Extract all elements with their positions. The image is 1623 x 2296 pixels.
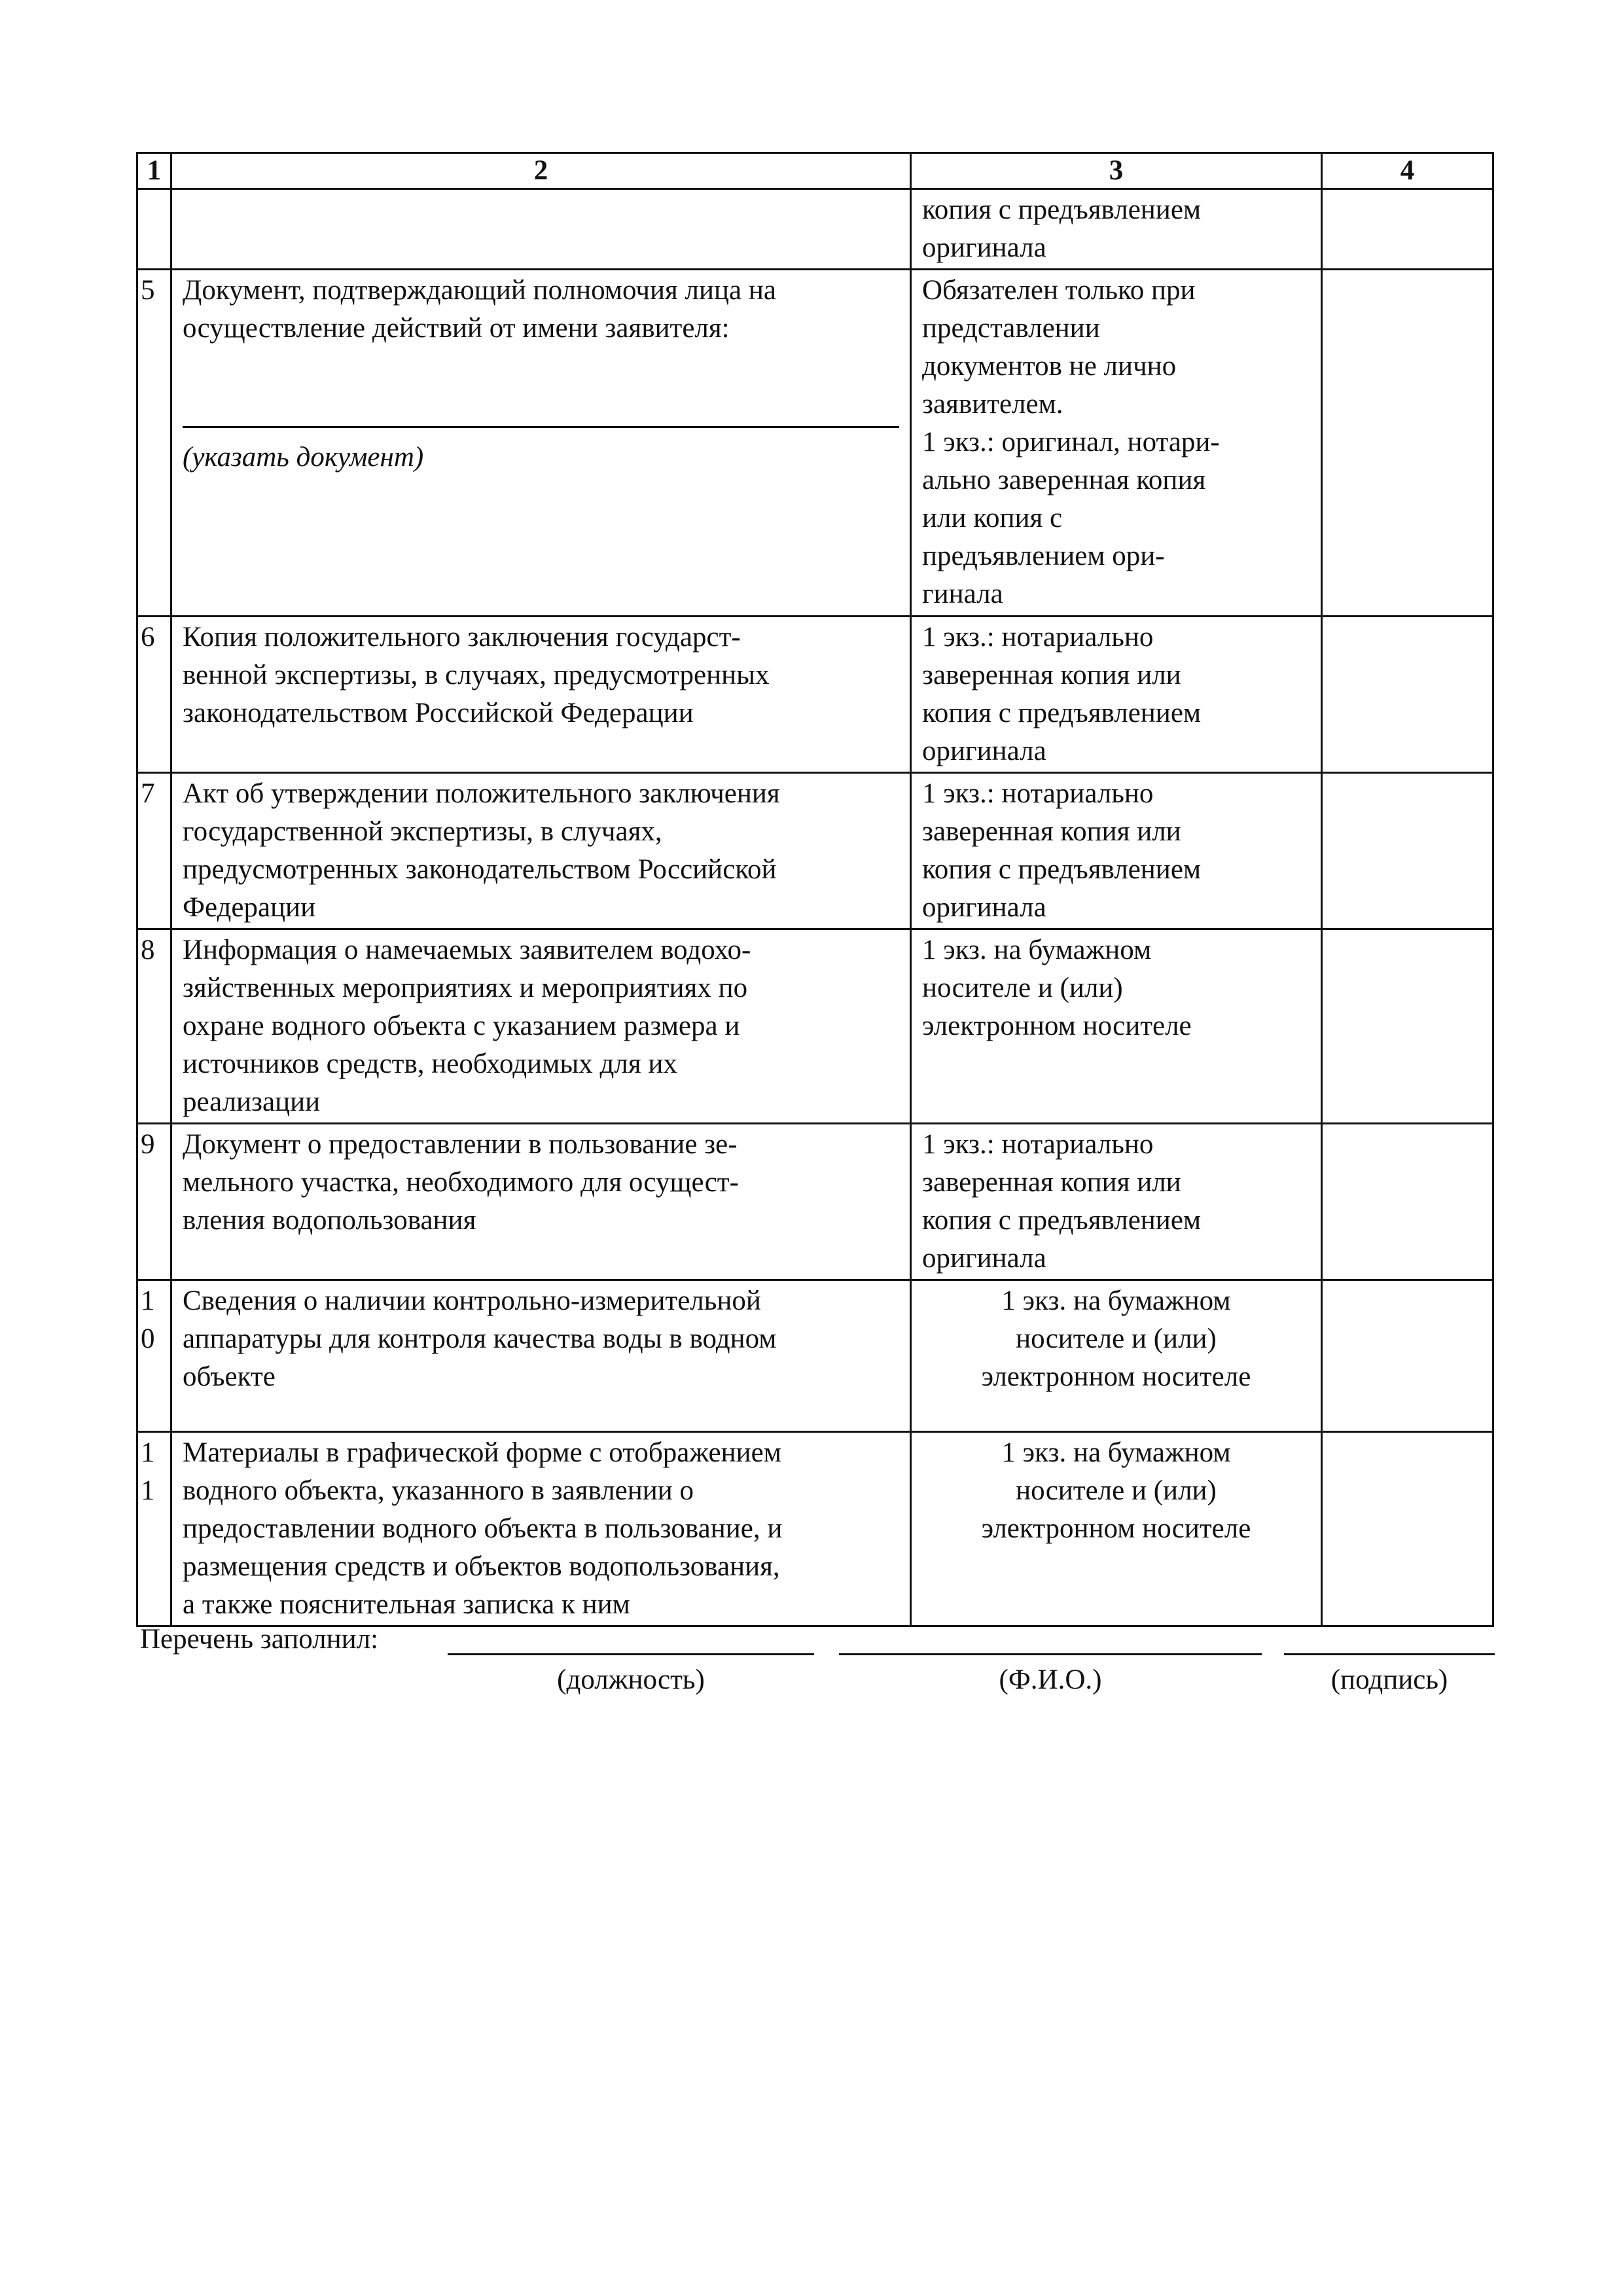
table-row-continuation [137, 189, 1493, 270]
table-row [137, 1124, 1493, 1280]
description-line: Федерации [183, 892, 316, 923]
description-line: зяйственных мероприятиях и мероприятиях по [183, 973, 748, 1003]
row-number: 11 [137, 1432, 171, 1626]
requirement-line: документов не лично [922, 351, 1177, 382]
completed-by-label: Перечень заполнил: [140, 1624, 379, 1655]
description-line: а также пояснительная записка к ним [183, 1589, 630, 1620]
requirement-line: копия с предъявлением [922, 698, 1202, 728]
row-description [171, 929, 911, 1124]
column-header: 3 [911, 153, 1322, 189]
requirement-line: оригинала [922, 1243, 1046, 1274]
requirement-line: ально заверенная копия [922, 465, 1206, 495]
row-requirement [911, 1280, 1322, 1432]
description-line: Акт об утверждении положительного заключения [183, 778, 780, 809]
row-number: 8 [137, 929, 171, 1124]
table-row [137, 1280, 1493, 1432]
row-requirement [911, 1124, 1322, 1280]
description-line: мельного участка, необходимого для осущест- [183, 1167, 739, 1198]
requirement-line: 1 экз. на бумажном [1001, 1285, 1231, 1316]
requirement-line: копия с предъявлением [922, 1205, 1202, 1236]
row-number: 6 [137, 617, 171, 773]
table-row [137, 617, 1493, 773]
name-blank-line [839, 1653, 1262, 1655]
requirement-line: представлении [922, 313, 1100, 344]
row-description [171, 1124, 911, 1280]
requirement-line: заверенная копия или [922, 1167, 1181, 1198]
table-row [137, 929, 1493, 1124]
requirement-line: заверенная копия или [922, 816, 1181, 847]
description-line: предусмотренных законодательством Российской [183, 854, 777, 885]
row-description [171, 773, 911, 929]
signature-blank-line [1284, 1653, 1495, 1655]
description-line: аппаратуры для контроля качества воды в водном [183, 1323, 777, 1354]
row-requirement [911, 270, 1322, 617]
row-number [137, 189, 171, 270]
document-blank-line [183, 426, 899, 428]
row-description [171, 1432, 911, 1626]
row-note [1322, 617, 1493, 773]
description-line: Документ о предоставлении в пользование зе- [183, 1129, 738, 1160]
table-row [137, 1432, 1493, 1626]
column-header: 2 [171, 153, 911, 189]
requirement-line: 1 экз. на бумажном [1001, 1437, 1231, 1468]
row-note [1322, 929, 1493, 1124]
description-line: вления водопользования [183, 1205, 476, 1236]
row-number: 7 [137, 773, 171, 929]
requirement-line: гинала [922, 579, 1003, 609]
row-description [171, 189, 911, 270]
row-note [1322, 773, 1493, 929]
row-number: 5 [137, 270, 171, 617]
column-header: 4 [1322, 153, 1493, 189]
description-line: размещения средств и объектов водопользования, [183, 1551, 780, 1582]
description-line: Информация о намечаемых заявителем водохо- [183, 935, 751, 965]
row-description [171, 1280, 911, 1432]
requirement-line: или копия с [922, 503, 1063, 533]
signature-caption: (подпись) [1330, 1664, 1448, 1695]
requirement-line: копия с предъявлением [922, 194, 1202, 225]
row-requirement [911, 773, 1322, 929]
description-line: водного объекта, указанного в заявлении о [183, 1475, 694, 1506]
description-line: источников средств, необходимых для их [183, 1049, 677, 1079]
requirement-line: электронном носителе [981, 1361, 1251, 1392]
requirement-line: копия с предъявлением [922, 854, 1202, 885]
description-line: осуществление действий от имени заявителя: [183, 313, 730, 344]
description-line: реализации [183, 1086, 321, 1117]
description-line: Материалы в графической форме с отображением [183, 1437, 781, 1468]
requirement-line: 1 экз.: нотариально [922, 622, 1154, 653]
requirement-line: 1 экз.: нотариально [922, 778, 1154, 809]
requirement-line: оригинала [922, 892, 1046, 923]
requirement-line: заявителем. [922, 389, 1063, 420]
table-header-row [137, 153, 1493, 189]
document-hint: (указать документ) [183, 442, 424, 473]
row-requirement [911, 1432, 1322, 1626]
row-number: 9 [137, 1124, 171, 1280]
completed-by-footer [140, 1623, 1495, 1715]
requirement-line: заверенная копия или [922, 660, 1181, 691]
description-line: Сведения о наличии контрольно-измерительной [183, 1285, 761, 1316]
requirement-line: оригинала [922, 736, 1046, 766]
description-line: Документ, подтверждающий полномочия лица на [183, 275, 776, 306]
row-note [1322, 1432, 1493, 1626]
row-description [171, 270, 911, 617]
description-line: предоставлении водного объекта в пользование, и [183, 1513, 783, 1544]
requirement-line: предъявлением ори- [922, 541, 1165, 571]
description-line: венной экспертизы, в случаях, предусмотренных [183, 660, 770, 691]
row-note [1322, 1124, 1493, 1280]
requirement-line: Обязателен только при [922, 275, 1196, 306]
requirement-line: носителе и (или) [1016, 1475, 1217, 1506]
description-line: охране водного объекта с указанием размера и [183, 1011, 740, 1041]
description-line: государственной экспертизы, в случаях, [183, 816, 662, 847]
table-row [137, 270, 1493, 617]
row-description [171, 617, 911, 773]
row-number: 10 [137, 1280, 171, 1432]
requirement-line: 1 экз.: нотариально [922, 1129, 1154, 1160]
requirement-line: носителе и (или) [1016, 1323, 1217, 1354]
row-note [1322, 189, 1493, 270]
name-caption: (Ф.И.О.) [999, 1664, 1102, 1695]
documents-table [136, 152, 1494, 1627]
description-line: Копия положительного заключения государст- [183, 622, 741, 653]
requirement-line: электронном носителе [922, 1011, 1192, 1041]
row-requirement [911, 929, 1322, 1124]
requirement-line: электронном носителе [981, 1513, 1251, 1544]
row-note [1322, 1280, 1493, 1432]
column-header: 1 [137, 153, 171, 189]
table-row [137, 773, 1493, 929]
requirement-line: оригинала [922, 232, 1046, 263]
description-line: объекте [183, 1361, 276, 1392]
position-blank-line [448, 1653, 814, 1655]
description-line: законодательством Российской Федерации [183, 698, 694, 728]
row-requirement [911, 617, 1322, 773]
row-requirement [911, 189, 1322, 270]
requirement-line: носителе и (или) [922, 973, 1123, 1003]
requirement-line: 1 экз.: оригинал, нотари- [922, 427, 1220, 457]
position-caption: (должность) [557, 1664, 705, 1695]
row-note [1322, 270, 1493, 617]
requirement-line: 1 экз. на бумажном [922, 935, 1152, 965]
